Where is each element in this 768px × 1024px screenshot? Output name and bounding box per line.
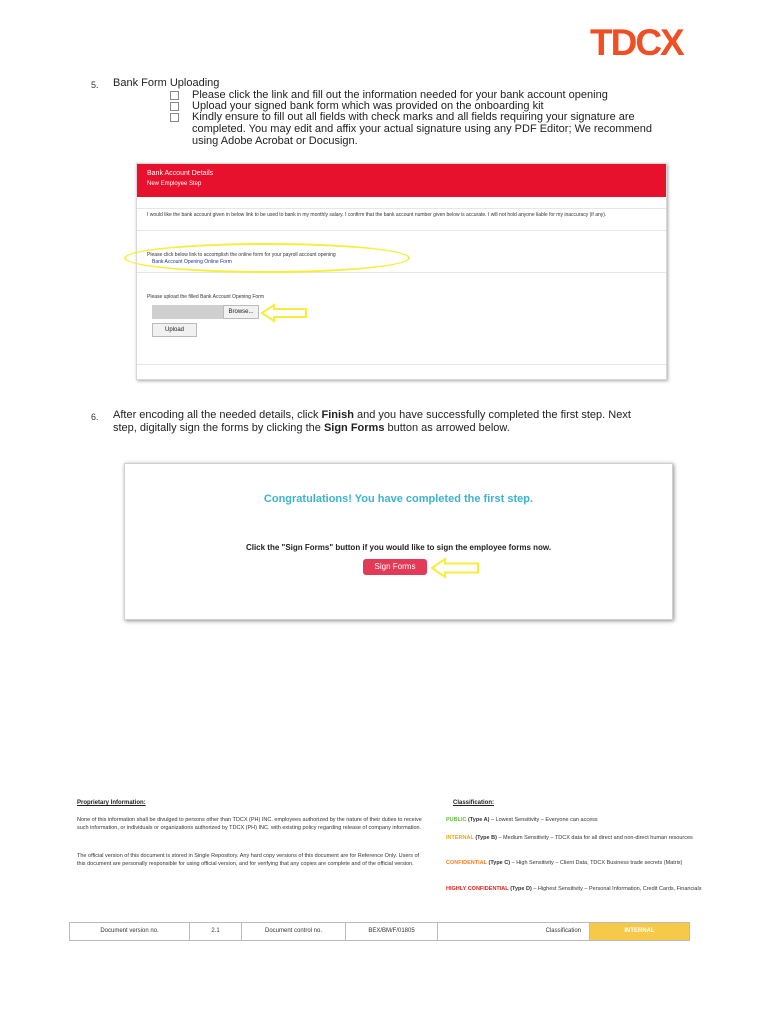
finish-keyword: Finish: [321, 409, 354, 421]
upload-instruction: Please upload the filled Bank Account Opening Form: [147, 294, 265, 300]
link-instruction: Please click below link to accomplish the online form for your payroll account opening: [147, 252, 336, 258]
bank-header-subtitle: New Employee Step: [147, 181, 202, 187]
checkbox-icon: [170, 102, 179, 111]
classification-value: INTERNAL: [590, 923, 689, 940]
bank-account-header: [137, 164, 666, 197]
step6-paragraph: After encoding all the needed details, click Finish and you have successfully completed the first step. Next step, digitally sign the forms by clicking the Sign Forms button as arrowed below.: [113, 409, 631, 434]
sign-forms-screenshot: [124, 463, 673, 620]
proprietary-paragraph: The official version of this document is stored in Single Repository. Any hard copy versions of this document are for Reference Only. Users of this document are personally responsible for using official version, and for verifying that any copies are complete and of the official version.: [77, 853, 420, 867]
step5-title: Bank Form Uploading: [113, 77, 220, 89]
sign-forms-instruction: Click the "Sign Forms" button if you would like to sign the employee forms now.: [245, 543, 552, 552]
congratulations-heading: Congratulations! You have completed the first step.: [263, 493, 534, 505]
upload-button[interactable]: Upload: [152, 323, 197, 337]
highlight-ellipse: [124, 243, 410, 273]
bank-disclaimer: I would like the bank account given in below link to be used to bank in my monthly salary. I confirm that the bank account number given below is accurate. I will not hold anyone liable for my inaccuracy (if any).: [147, 212, 607, 218]
arrow-left-icon: [430, 557, 480, 579]
control-value: BEX/BM/F/01805: [346, 923, 438, 940]
bank-account-form-link[interactable]: Bank Account Opening Online Form: [152, 259, 232, 265]
proprietary-paragraph: None of this information shall be divulged to persons other than TDCX (PH) INC. employees authorized by the nature of their duties to receive such information, or individuals or organizations authorized by TDCX (PH) INC. with existing policy regarding release of company information.: [77, 817, 422, 831]
classification-item: INTERNAL (Type B) – Medium Sensitivity – TDCX data for all direct and non-direct human resources: [446, 835, 693, 841]
sign-forms-button[interactable]: Sign Forms: [363, 559, 427, 575]
control-label: Document control no.: [242, 923, 346, 940]
document-info-table: [69, 922, 690, 941]
logo-text: TDCX: [590, 22, 683, 60]
checkbox-icon: [170, 91, 179, 100]
browse-button[interactable]: Browse...: [223, 305, 259, 319]
version-value: 2.1: [190, 923, 242, 940]
classification-title: Classification:: [453, 800, 495, 806]
classification-item: PUBLIC (Type A) – Lowest Sensitivity – Everyone can access: [446, 817, 598, 823]
checkbox-icon: [170, 113, 179, 122]
sign-forms-keyword: Sign Forms: [323, 422, 385, 434]
tdcx-logo: [590, 22, 700, 60]
file-path-field[interactable]: [152, 305, 223, 319]
classification-label: Classification: [438, 923, 590, 940]
proprietary-title: Proprietary Information:: [77, 800, 146, 806]
classification-item: HIGHLY CONFIDENTIAL (Type D) – Highest Sensitivity – Personal Information, Credit Cards, Financials: [446, 886, 702, 892]
divider: [137, 208, 666, 209]
step6-number: 6.: [91, 412, 99, 422]
classification-item: CONFIDENTIAL (Type C) – High Sensitivity – Client Data, TDCX Business trade secrets (Matrix): [446, 860, 683, 866]
arrow-left-icon: [260, 303, 308, 323]
divider: [137, 364, 666, 365]
bank-header-title: Bank Account Details: [147, 170, 214, 177]
divider: [137, 272, 666, 273]
divider: [137, 230, 666, 231]
step5-number: 5.: [91, 80, 99, 90]
version-label: Document version no.: [70, 923, 190, 940]
